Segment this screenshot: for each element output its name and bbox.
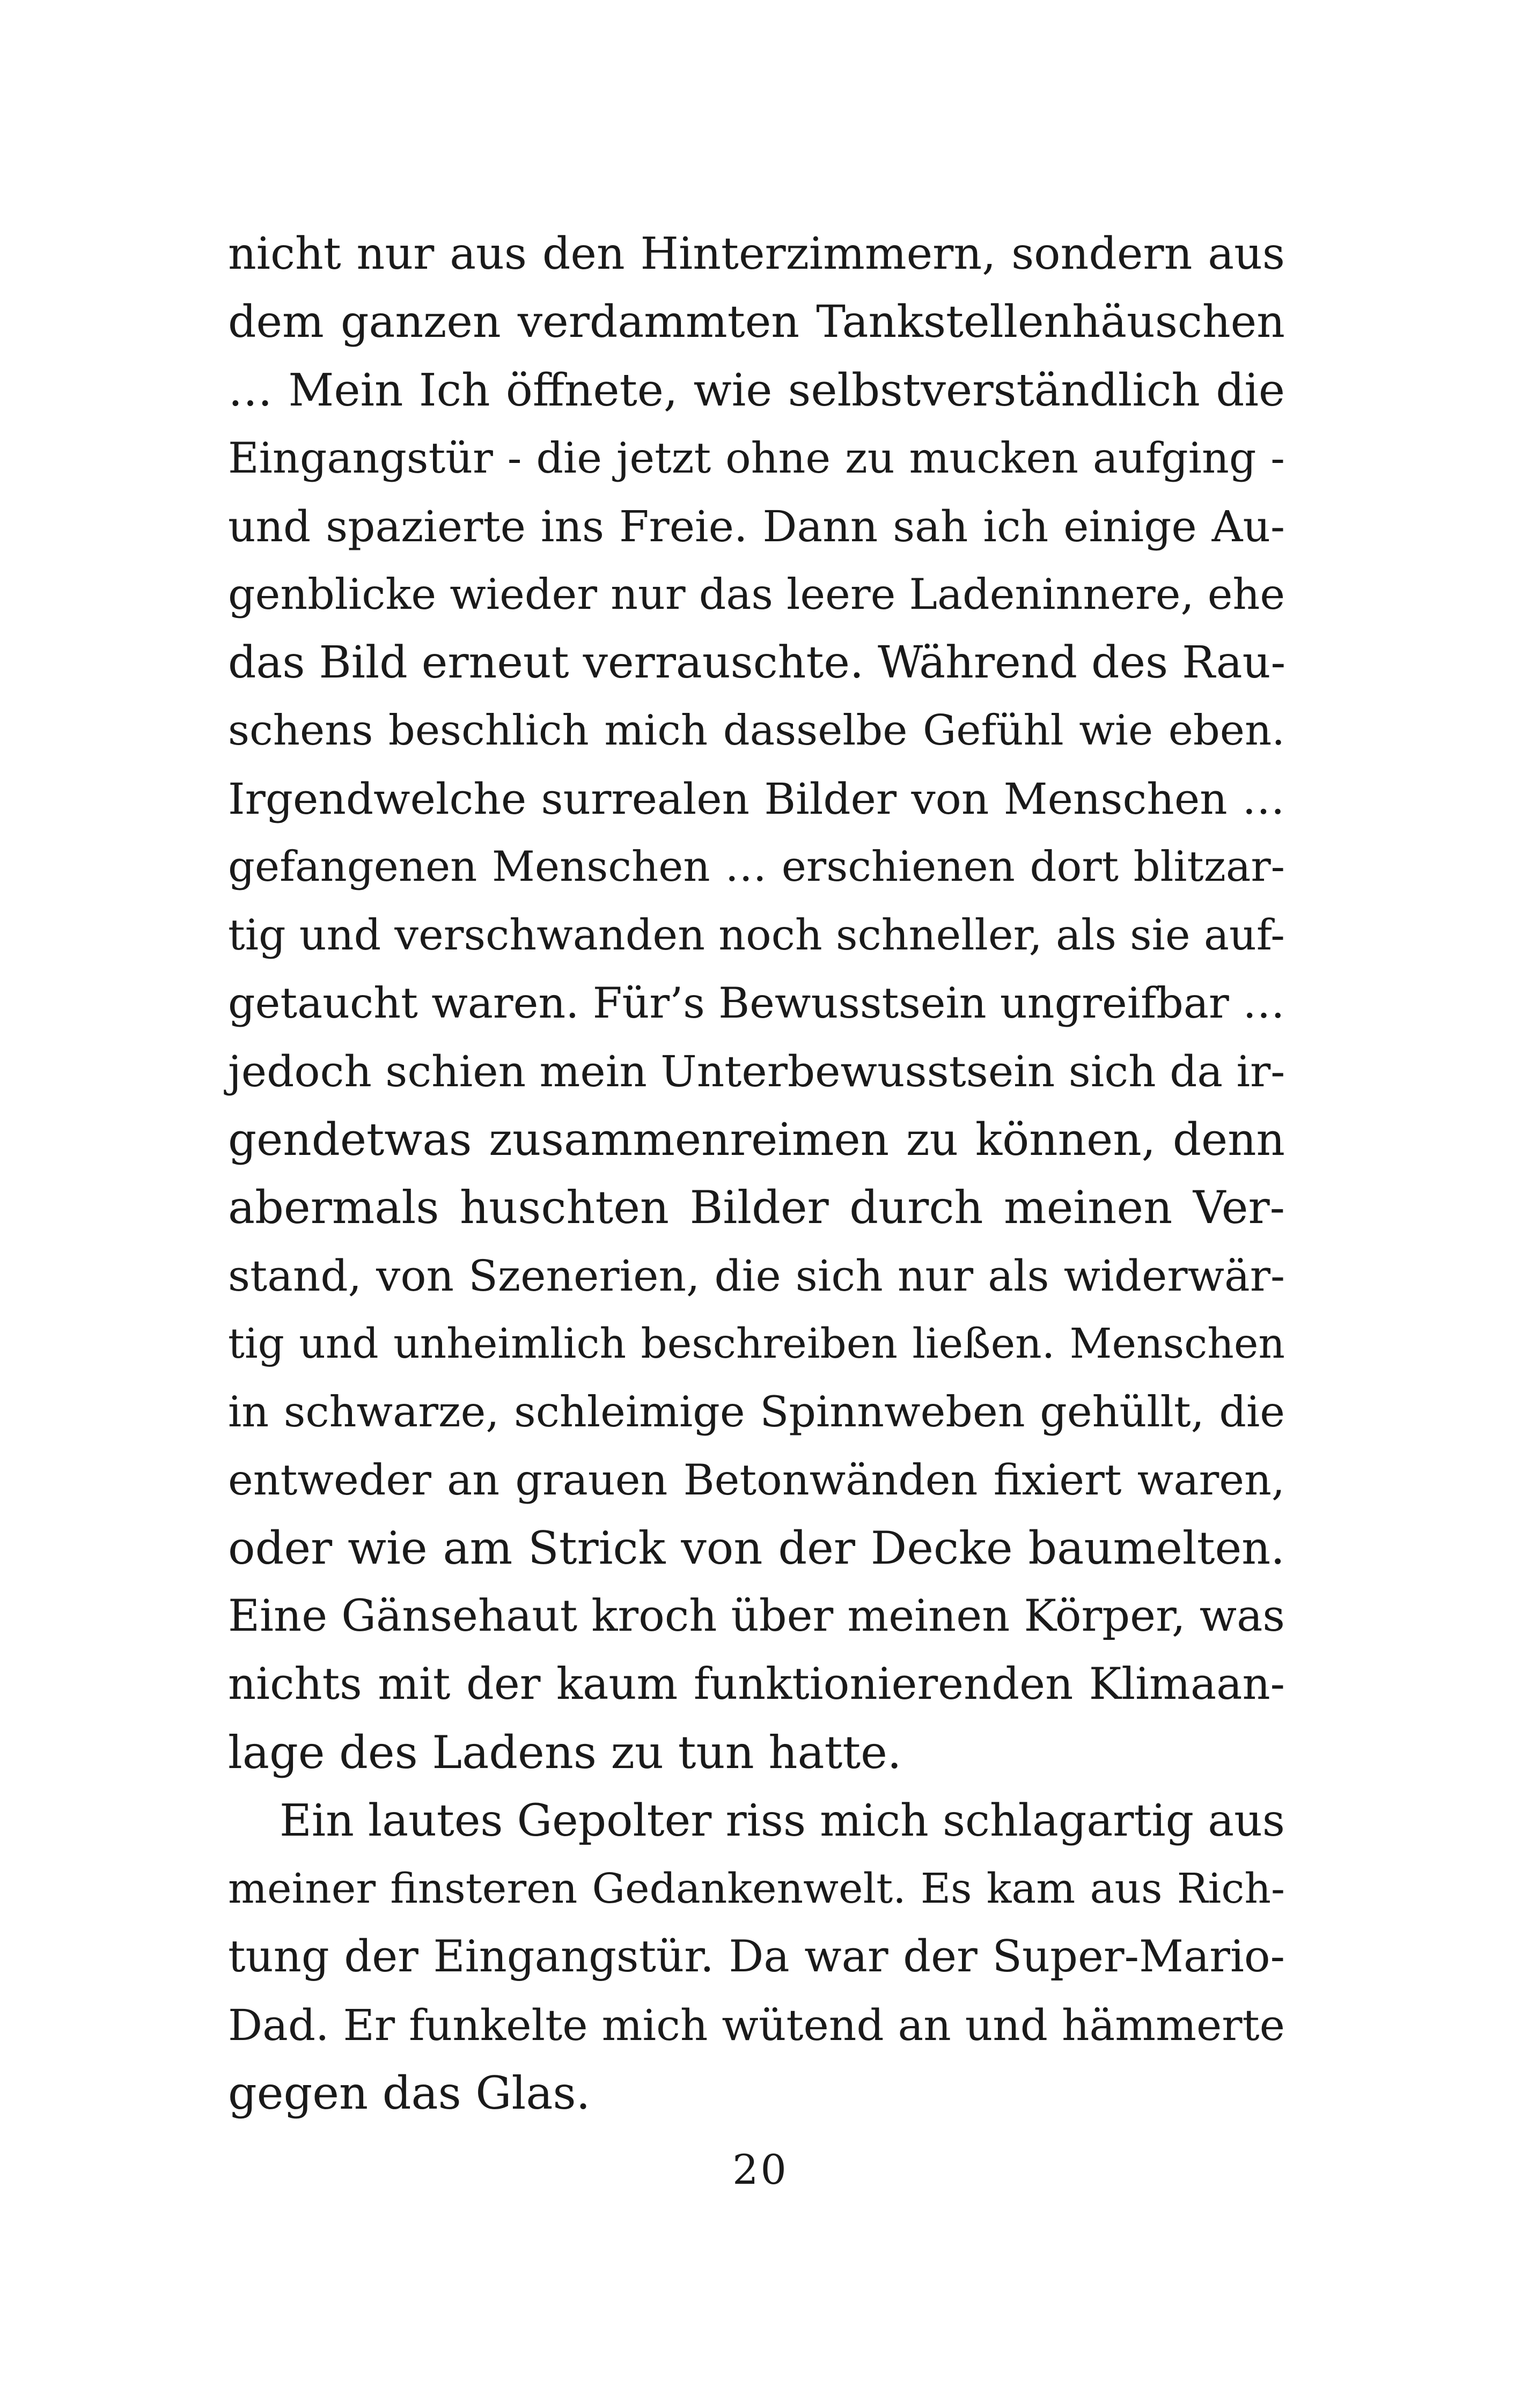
text-line: gefangenen Menschen … erschienen dort blitzar- [228,843,1285,891]
text-line: entweder an grauen Betonwänden fixiert waren, [228,1455,1285,1505]
text-line: das Bild erneut verrauschte. Während des Rau- [228,637,1286,688]
text-line: und spazierte ins Freie. Dann sah ich einige Au- [228,502,1285,551]
text-line: … Mein Ich öffnete, wie selbstverständlich die [228,364,1285,416]
text-line: nichts mit der kaum funktionierenden Klimaan- [228,1659,1285,1710]
page-number: 20 [732,2146,789,2193]
paragraph [228,220,1285,1787]
text-line: gegen das Glas. [228,2067,591,2119]
text-line: Eine Gänsehaut kroch über meinen Körper, was [228,1591,1285,1641]
text-line: Ein lautes Gepolter riss mich schlagartig aus [280,1795,1285,1846]
text-line: meiner finsteren Gedankenwelt. Es kam aus Rich- [228,1865,1285,1913]
text-line: tung der Eingangstür. Da war der Super-Mario- [228,1932,1285,1982]
text-line: Eingangstür - die jetzt ohne zu mucken aufging - [228,433,1285,483]
text-line: lage des Ladens zu tun hatte. [228,1726,902,1779]
text-line: oder wie am Strick von der Decke baumelten. [228,1522,1285,1574]
text-line: getaucht waren. Für’s Bewusstsein ungreifbar … [228,978,1285,1028]
text-line: tig und verschwanden noch schneller, als sie auf- [228,910,1285,960]
text-line: abermals huschten Bilder durch meinen Ver- [228,1181,1285,1234]
text-line: jedoch schien mein Unterbewusstsein sich da ir- [228,1047,1285,1096]
text-line: tig und unheimlich beschreiben ließen. Menschen [228,1320,1285,1368]
text-line: schens beschlich mich dasselbe Gefühl wie eben. [228,706,1285,755]
text-line: stand, von Szenerien, die sich nur als widerwär- [228,1251,1285,1301]
paragraph [228,1787,1285,2127]
body-text [228,220,1285,2127]
text-line: genblicke wieder nur das leere Ladeninnere, ehe [228,570,1285,619]
text-line: dem ganzen verdammten Tankstellenhäuschen [228,297,1285,348]
text-line: gendetwas zusammenreimen zu können, denn [228,1114,1285,1166]
text-line: Irgendwelche surrealen Bilder von Menschen … [228,774,1285,824]
text-line: Dad. Er funkelte mich wütend an und hämmerte [228,2000,1285,2050]
text-line: in schwarze, schleimige Spinnweben gehüllt, die [228,1387,1285,1437]
text-line: nicht nur aus den Hinterzimmern, sondern aus [228,229,1285,279]
